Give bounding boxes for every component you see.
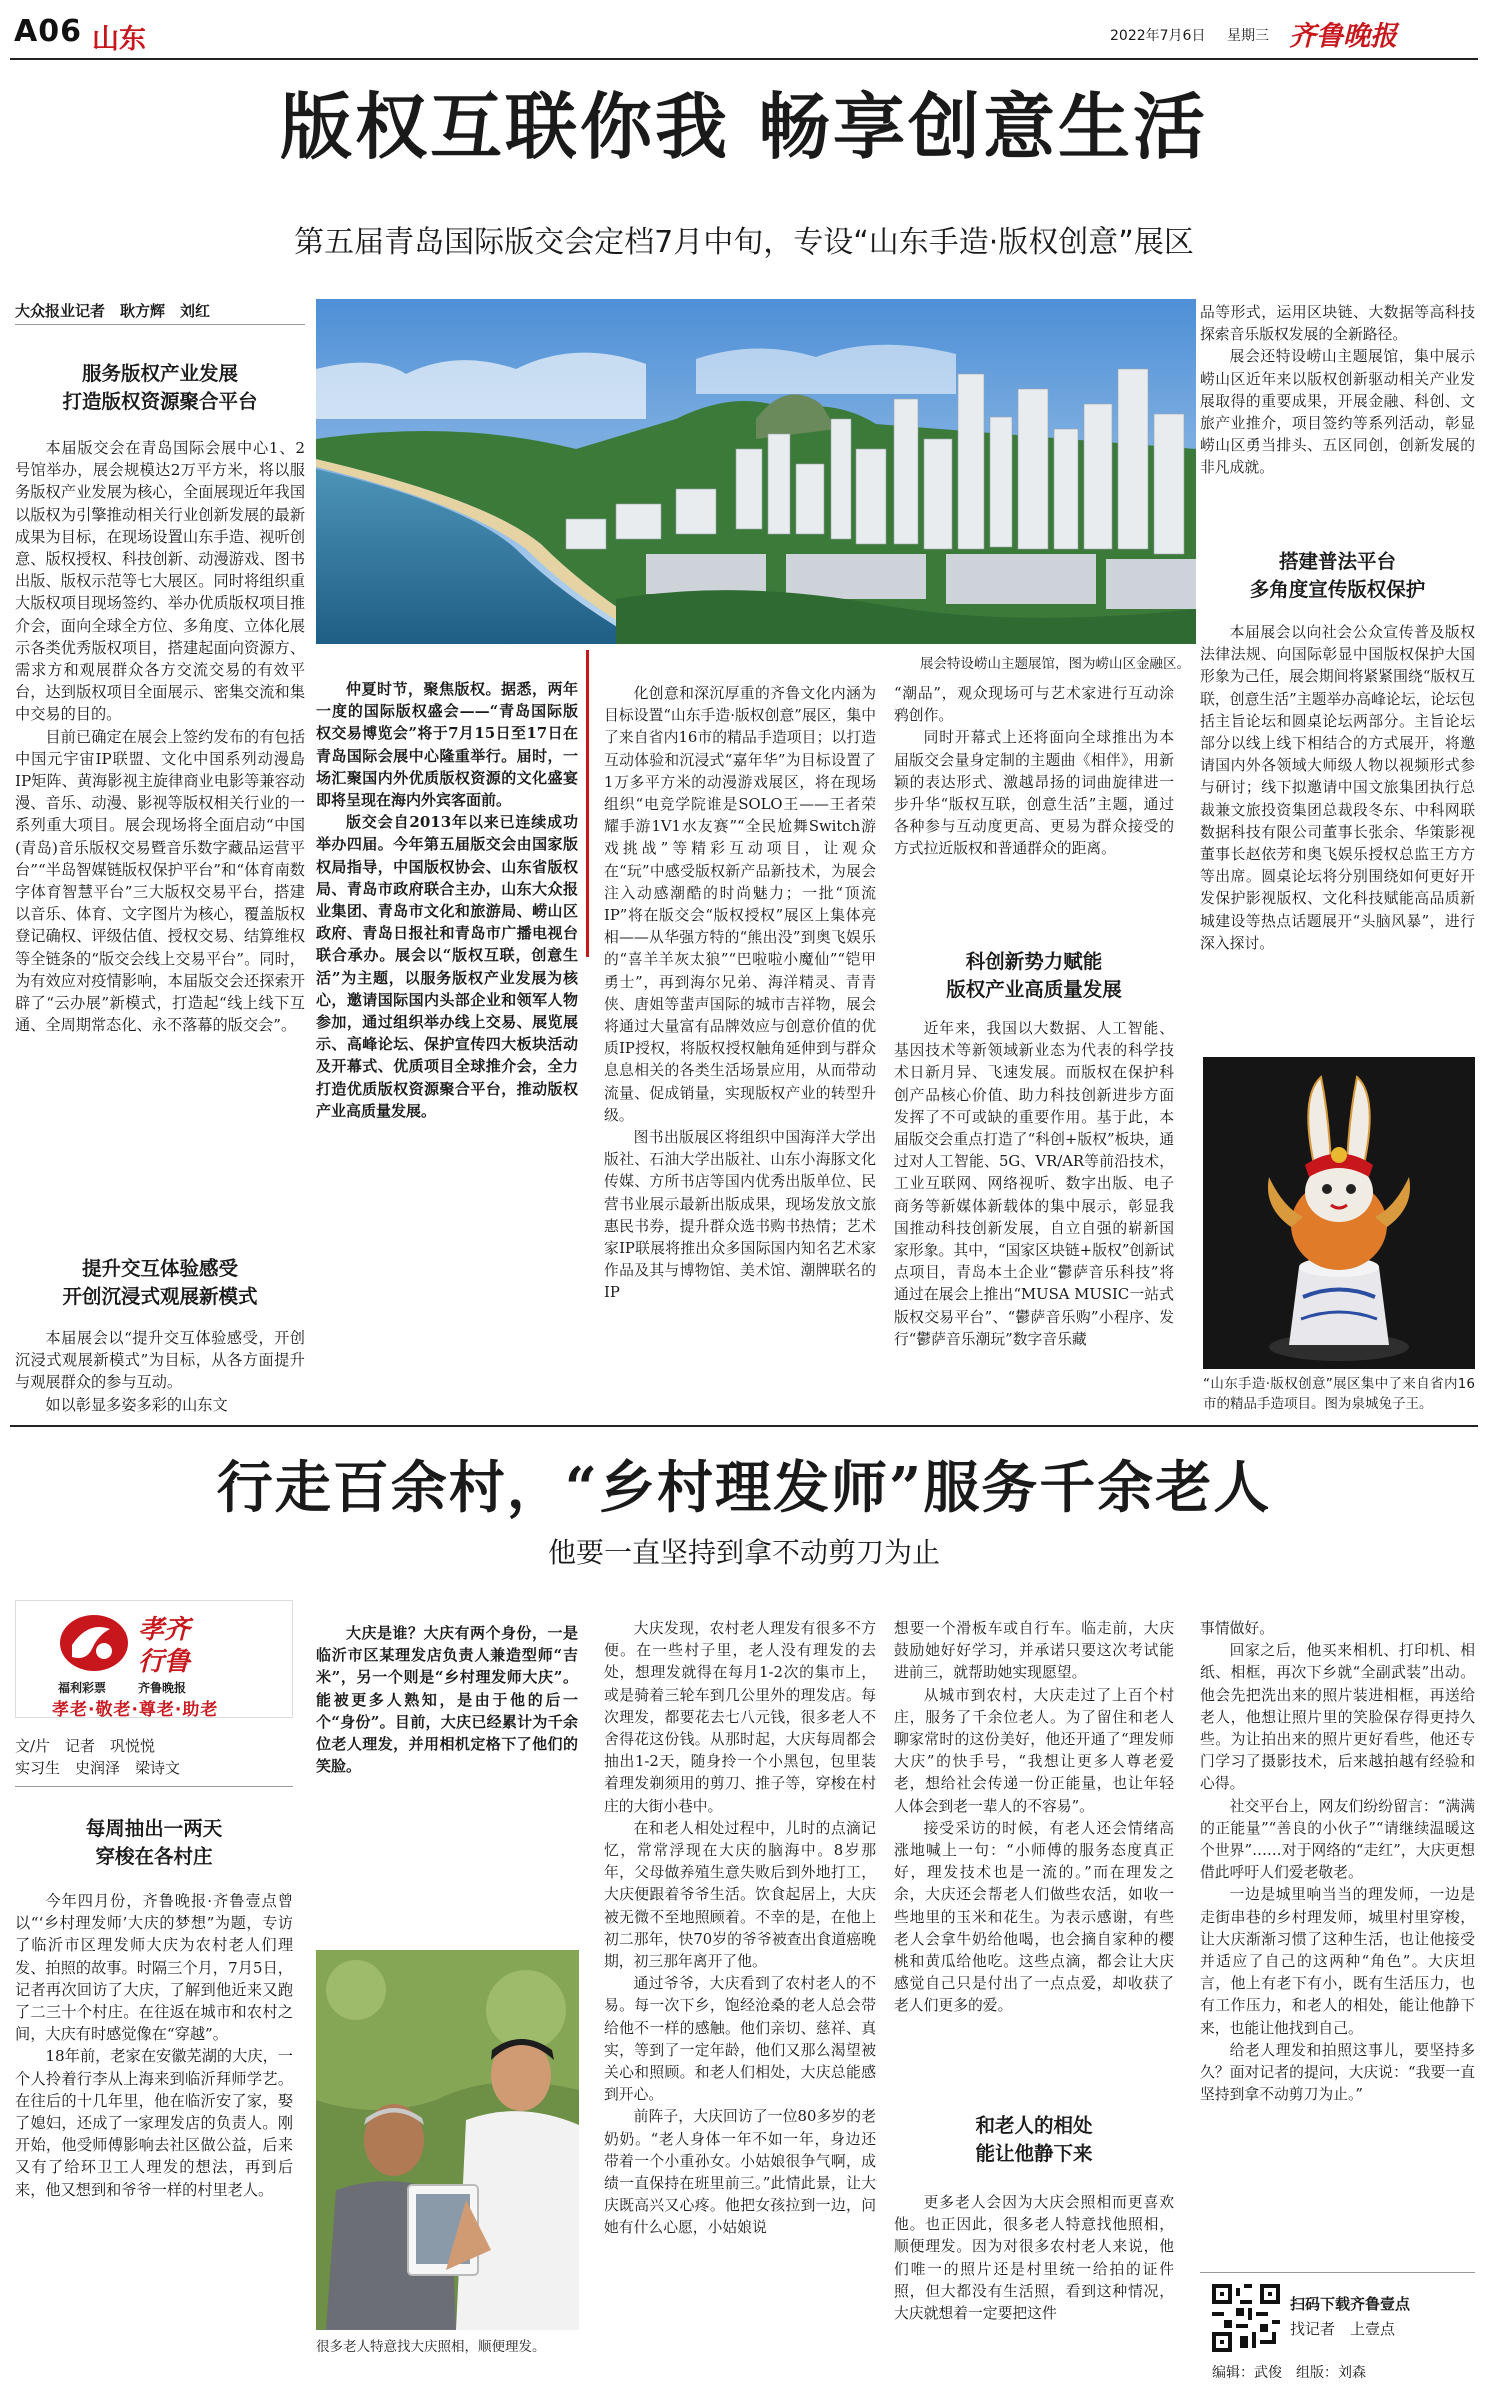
subhead-line: 能让他静下来 — [975, 2142, 1093, 2165]
xiaoxing-qilu-logo — [15, 1600, 293, 1718]
byline-rule — [15, 324, 305, 325]
paragraph: 品等形式，运用区块链、大数据等高科技探索音乐版权发展的全新路径。 — [1200, 304, 1475, 344]
article2-intro — [316, 1622, 578, 1777]
paragraph: 前阵子，大庆回访了一位80多岁的老奶奶。“老人身体一年不如一年，身边还带着一个小重孙女。小姑娘很争气啊，成绩一直保持在班里前三。”此情此景，让大庆既高兴又心疼。他把女孩拉到一边，问她有什么心愿，小姑娘说 — [604, 2108, 876, 2237]
issue-date: 2022年7月6日 — [1110, 28, 1206, 44]
logo-org-1: 福利彩票 — [58, 1681, 107, 1695]
subhead-2-line1: 提升交互体验感受 — [81, 1257, 238, 1280]
fortune-logo-icon — [58, 1613, 130, 1673]
paragraph: 回家之后，他买来相机、打印机、相纸、相框，再次下乡就“全副武装”出动。他会先把洗出来的照片装进相框，再送给老人，他想让照片里的笑脸保存得更持久些。为让拍出来的照片更好看些，他还专门学习了摄影技术，后来越拍越有经验和心得。 — [1200, 1642, 1475, 1793]
article2-subhead-2 — [894, 2112, 1174, 2168]
paragraph: 接受采访的时候，有老人还会情绪高涨地喊上一句：“小师傅的服务态度真正好，理发技术也是一流的。”而在理发之余，大庆还会帮老人们做些农活，如收一些地里的玉米和花生。为表示感谢，有些老人会拿牛奶给他喝，也会摘自家种的樱桃和黄瓜给他吃。这些点滴，都会让大庆感觉自己只是付出了一点点爱，却收获了老人们更多的爱。 — [894, 1819, 1174, 2015]
article1-subhead-1 — [15, 360, 305, 416]
article2-headline: 行走百余村，“乡村理发师”服务千余老人 — [216, 1455, 1272, 1521]
article1-col5a — [1200, 302, 1475, 480]
laoshan-coast-photo — [316, 299, 1196, 644]
paragraph: 更多老人会因为大庆会照相而更喜欢他。也正因此，很多老人特意找他照相，顺便理发。因为对很多农村老人来说，他们唯一的照片还是村里统一给拍的证件照，但大都没有生活照，看到这种情况，大庆就想着一定要把这件 — [894, 2194, 1174, 2323]
subhead-2-line2: 开创沉浸式观展新模式 — [62, 1285, 258, 1308]
paragraph: 18年前，老家在安徽芜湖的大庆，一个人拎着行李从上海来到临沂拜师学艺。在往后的十几年里，他在临沂安了家，娶了媳妇，还成了一家理发店的负责人。刚开始，他受师傅影响去社区做公益，后来又有了给环卫工人理发的想法，再到后来，他又想到和爷爷一样的村里老人。 — [15, 2047, 293, 2199]
barber-photo-caption: 很多老人特意找大庆照相，顺便理发。 — [316, 2339, 546, 2355]
article1-col4a — [894, 683, 1174, 861]
qr-code-icon[interactable] — [1212, 2284, 1280, 2352]
paragraph: 仲夏时节，聚焦版权。据悉，两年一度的国际版权盛会——“青岛国际版权交易博览会”将于7月15日至17日在青岛国际会展中心隆重举行。届时，一场汇聚国内外优质版权资源的文化盛宴即将呈现在海内外宾客面前。 — [316, 680, 578, 810]
paragraph: 展会还特设崂山主题展馆，集中展示崂山区近年来以版权创新驱动相关产业发展取得的重要成果，开展金融、科创、文旅产业推介，项目签约等系列活动，彰显崂山区勇当排头、五区同创，创新发展的非凡成就。 — [1200, 348, 1475, 477]
article1-subhead-2 — [15, 1255, 305, 1311]
section-name: 山东 — [92, 24, 146, 55]
logo-title-1: 孝齐 — [138, 1615, 191, 1645]
paragraph: 化创意和深沉厚重的齐鲁文化内涵为目标设置“山东手造·版权创意”展区，集中了来自省内16市的精品手造项目；以打造互动体验和沉浸式“嘉年华”为目标设置了1万多平方米的动漫游戏展区，将在现场组织“电竞学院谁是SOLO王——王者荣耀手游1V1水友赛”“全民尬舞Switch游戏挑战”等精彩互动项目，让观众在“玩”中感受版权新产品新技术，为展会注入动感潮酷的时尚魅力；一批“顶流IP”将在版交会“版权授权”展区上集体亮相——从华强方特的“熊出没”到奥飞娱乐的“喜羊羊灰太狼”“巴啦啦小魔仙”“铠甲勇士”，再到海尔兄弟、海洋精灵、青青侠、唐姐等蜚声国际的城市吉祥物，展会将通过大量富有品牌效应与创意价值的优质IP授权，将版权授权触角延伸到与群众息息相关的各类生活场景应用，从而带动流量、促成销量，实现版权产业的转型升级。 — [604, 685, 876, 1124]
paragraph: 通过爷爷，大庆看到了农村老人的不易。每一次下乡，饱经沧桑的老人总会带给他不一样的感触。他们亲切、慈祥、真实，等到了一定年龄，他们又那么渴望被关心和照顾。和老人们相处，大庆总能感到开心。 — [604, 1975, 876, 2104]
paragraph: 给老人理发和拍照这事儿，要坚持多久？面对记者的提问，大庆说：“我要一直坚持到拿不动剪刀为止。” — [1200, 2041, 1475, 2104]
subhead-1-line2: 打造版权资源聚合平台 — [62, 390, 258, 413]
article1-col4b — [894, 1018, 1174, 1351]
subhead-3-line1: 科创新势力赋能 — [965, 950, 1103, 973]
article1-byline: 大众报业记者 耿方辉 刘红 — [15, 302, 211, 320]
article1-subhead-4 — [1200, 548, 1475, 604]
issue-weekday: 星期三 — [1227, 28, 1269, 44]
article1-subheadline: 第五届青岛国际版交会定档7月中旬，专设“山东手造·版权创意”展区 — [294, 225, 1194, 260]
article1-col2 — [316, 678, 578, 1122]
paragraph: 社交平台上，网友们纷纷留言：“满满的正能量”“善良的小伙子”“请继续温暖这个世界”……对于网络的“走红”，大庆更想借此呼吁人们爱老敬老。 — [1200, 1797, 1475, 1882]
section-divider — [10, 1425, 1478, 1427]
article2-col4b — [894, 2192, 1174, 2325]
rabbit-photo-caption: “山东手造·版权创意”展区集中了来自省内16市的精品手造项目。图为泉城兔子王。 — [1203, 1376, 1475, 1412]
article2-col4a — [894, 1618, 1174, 2018]
byline-line: 实习生 史润泽 梁诗文 — [15, 1759, 181, 1777]
byline-line: 文/片 记者 巩悦悦 — [15, 1737, 156, 1755]
article2-col5 — [1200, 1618, 1475, 2106]
article2-col3 — [604, 1618, 876, 2240]
page-code: A06 — [14, 14, 82, 49]
article1-headline: 版权互联你我 畅享创意生活 — [279, 84, 1209, 169]
logo-org-2: 齐鲁晚报 — [138, 1681, 187, 1695]
subhead-line: 和老人的相处 — [975, 2114, 1093, 2137]
article1-col1a — [15, 437, 305, 1036]
article1-col1b — [15, 1327, 305, 1416]
paper-logo: 齐鲁晚报 — [1289, 21, 1397, 52]
paragraph: 本届版交会在青岛国际会展中心1、2号馆举办，展会规模达2万平方米，将以服务版权产业发展为核心，全面展现近年我国以版权为引擎推动相关行业创新发展的最新成果为目标，在现场设置山东手造、视听创意、版权授权、科技创新、动漫游戏、图书出版、版权示范等七大展区。同时将组织重大版权项目现场签约、举办优质版权项目推介会，面向全球全方位、多角度、立体化展示各类优秀版权项目，搭建起面向资源方、需求方和观展群众各方交流交易的有效平台，达到版权项目全面展示、密集交流和集中交易的目的。 — [15, 439, 305, 724]
paragraph: 目前已确定在展会上签约发布的有包括中国元宇宙IP联盟、文化中国系列动漫島IP矩阵、黄海影视主旋律商业电影等兼容动漫、音乐、动漫、影视等版权相关行业的一系列重大项目。展会现场将全面启动“中国(青岛)音乐版权交易暨音乐数字藏品运营平台”“半岛智媒链版权保护平台”和“体育南数字体育智慧平台”三大版权交易平台，搭建以音乐、体育、文字图片为核心，覆盖版权登记确权、评级估值、授权交易、结算维权等全链条的“版交会线上交易平台”。同时，为有效应对疫情影响，本届版交会还探索开辟了“云办展”新模式，打造起“线上线下互通、全周期常态化、永不落幕的版交会”。 — [15, 727, 305, 1035]
subhead-4-line1: 搭建普法平台 — [1278, 550, 1396, 573]
paragraph: 从城市到农村，大庆走过了上百个村庄，服务了千余位老人。为了留住和老人聊家常时的这份美好，他还开通了“理发师大庆”的快手号，“我想让更多人尊老爱老，想给社会传递一份正能量，也让年轻人体会到老一辈人的不容易”。 — [894, 1686, 1174, 1815]
editor-credit: 编辑：武俊 组版：刘森 — [1212, 2365, 1366, 2381]
paragraph: 本届展会以“提升交互体验感受，开创沉浸式观展新模式”为目标，从各方面提升与观展群众的参与互动。 — [15, 1329, 305, 1392]
article2-byline — [15, 1735, 293, 1779]
rabbit-king-photo — [1203, 1057, 1475, 1369]
paragraph: 大庆发现，农村老人理发有很多不方便。在一些村子里，老人没有理发的去处，想理发就得在每月1-2次的集市上，或是骑着三轮车到几公里外的理发店。每次理发，都要花去七八元钱，很多老人不舍得花这份钱。从那时起，大庆每周都会抽出1-2天，随身拎一个小黑包，包里装着理发剃须用的剪刀、推子等，穿梭在村庄的大街小巷中。 — [604, 1620, 876, 1815]
paragraph: 想要一个滑板车或自行车。临走前，大庆鼓励她好好学习，并承诺只要这次考试能进前三，就帮助她实现愿望。 — [894, 1620, 1174, 1682]
qr-text-1: 扫码下载齐鲁壹点 — [1290, 2295, 1411, 2313]
paragraph: 近年来，我国以大数据、人工智能、基因技术等新领域新业态为代表的科学技术日新月异、飞速发展。而版权在保护科创产品核心价值、助力科技创新进步方面发挥了不可或缺的重要作用。基于此，本届版交会重点打造了“科创+版权”板块，通过对人工智能、5G、VR/AR等前沿技术，工业互联网、网络视听、数字出版、电子商务等新媒体新载体的集中展示，彰显我国推动科技创新发展，自立自强的崭新国家形象。其中，“国家区块链+版权”创新试点项目，青岛本土企业“鬱萨音乐科技”将通过在展会上推出“MUSA MUSIC一站式版权交易平台”、“鬱萨音乐购”小程序、发行“鬱萨音乐潮玩”数字音乐藏 — [894, 1020, 1174, 1348]
coast-photo-caption: 展会特设崂山主题展馆，图为崂山区金融区。 — [920, 656, 1190, 672]
paragraph: 一边是城里响当当的理发师，一边是走街串巷的乡村理发师，城里村里穿梭，让大庆渐渐习惯了这种生活，也让他接受并适应了自己的这两种“角色”。大庆坦言，他上有老下有小，既有生活压力，也有工作压力，和老人的相处，能让他静下来，也能让他找到自己。 — [1200, 1886, 1475, 2037]
logo-title-2: 行鲁 — [138, 1647, 191, 1677]
paragraph: 在和老人相处过程中，儿时的点滴记忆，常常浮现在大庆的脑海中。8岁那年，父母做养殖生意失败后到外地打工，大庆便跟着爷爷生活。饮食起居上，大庆被无微不至地照顾着。不幸的是，在他上初二那年，快70岁的爷爷被查出食道癌晚期，初三那年离开了他。 — [604, 1819, 876, 1971]
qr-rule — [1200, 2272, 1475, 2273]
logo-slogan: 孝老·敬老·尊老·助老 — [52, 1700, 219, 1720]
article2-col1 — [15, 1890, 293, 2201]
subhead-1-line1: 服务版权产业发展 — [81, 362, 238, 385]
paragraph: 本届展会以向社会公众宣传普及版权法律法规、向国际彰显中国版权保护大国形象为己任，展会期间将紧紧围绕“版权互联，创意生活”主题举办高峰论坛，论坛包括主旨论坛和圆桌论坛两部分。主旨论坛部分以线上线下相结合的方式展开，将邀请国内外各领域大师级人物以视频形式参与研讨；线下拟邀请中国文旅集团执行总裁兼文旅投资集团总裁段冬东、中科网联数据科技有限公司董事长张余、华策影视董事长赵依芳和奥飞娱乐授权总监王方方等出席。圆桌论坛将分别围绕如何更好开发保护影视版权、文化科技赋能高品质新城建设等热点话题展开“头脑风暴”，进行深入探讨。 — [1200, 624, 1475, 952]
article1-col3 — [604, 683, 876, 1305]
paragraph: 图书出版展区将组织中国海洋大学出版社、石油大学出版社、山东小海豚文化传媒、方所书店等国内优秀出版单位、民营书业展示最新出版成果，现场发放文旅惠民书券，提升群众选书购书热情；艺术家IP联展将推出众多国际国内知名艺术家作品及其与博物馆、美术馆、潮牌联名的IP — [604, 1129, 876, 1302]
subhead-3-line2: 版权产业高质量发展 — [946, 978, 1122, 1001]
paragraph: 如以彰显多姿多彩的山东文 — [45, 1395, 228, 1414]
paragraph: 大庆是谁？大庆有两个身份，一是临沂市区某理发店负责人兼造型师“吉米”，另一个则是“乡村理发师大庆”。能被更多人熟知，是由于他的后一个“身份”。目前，大庆已经累计为千余位老人理发，并用相机定格下了他们的笑脸。 — [316, 1624, 578, 1776]
paragraph: 版交会自2013年以来已连续成功举办四届。今年第五届版交会由国家版权局指导，中国版权协会、山东省版权局、青岛市政府联合主办，山东大众报业集团、青岛市文化和旅游局、崂山区政府、青岛日报社和青岛市广播电视台联合承办。展会以“版权互联，创意生活”为主题，以服务版权产业发展为核心，邀请国际国内头部企业和领军人物参加，通过组织举办线上交易、展览展示、高峰论坛、保护宣传四大板块活动及开幕式、优质项目全球推介会，全力打造优质版权资源聚合平台，推动版权产业高质量发展。 — [316, 813, 578, 1120]
subhead-line: 穿梭在各村庄 — [95, 1845, 213, 1868]
article2-subhead-1 — [15, 1815, 293, 1871]
paragraph: “潮品”，观众现场可与艺术家进行互动涂鸦创作。 — [894, 685, 1174, 725]
header-rule — [10, 58, 1478, 60]
red-divider — [586, 650, 589, 957]
paragraph: 同时开幕式上还将面向全球推出为本届版交会量身定制的主题曲《相伴》，用新颖的表达形式、激越昂扬的词曲旋律进一步升华“版权互联，创意生活”主题，通过各种参与互动度更高、更易为群众接受的方式拉近版权和普通群众的距离。 — [894, 729, 1174, 858]
article2-subheadline: 他要一直坚持到拿不动剪刀为止 — [547, 1536, 940, 1569]
subhead-4-line2: 多角度宣传版权保护 — [1249, 578, 1426, 601]
paragraph: 今年四月份，齐鲁晚报·齐鲁壹点曾以“‘乡村理发师’大庆的梦想”为题，专访了临沂市区理发师大庆为农村老人们理发、拍照的故事。时隔三个月，7月5日，记者再次回访了大庆，了解到他近来又跑了二三十个村庄。在往返在城市和农村之间，大庆有时感觉像在“穿越”。 — [15, 1892, 293, 2044]
barber-with-elder-photo — [316, 1950, 579, 2330]
byline-rule-2 — [15, 1786, 293, 1787]
article1-col5b — [1200, 622, 1475, 955]
paragraph: 事情做好。 — [1200, 1620, 1274, 1637]
article1-subhead-3 — [894, 948, 1174, 1004]
subhead-line: 每周抽出一两天 — [85, 1817, 223, 1840]
qr-text-2: 找记者 上壹点 — [1290, 2320, 1396, 2338]
